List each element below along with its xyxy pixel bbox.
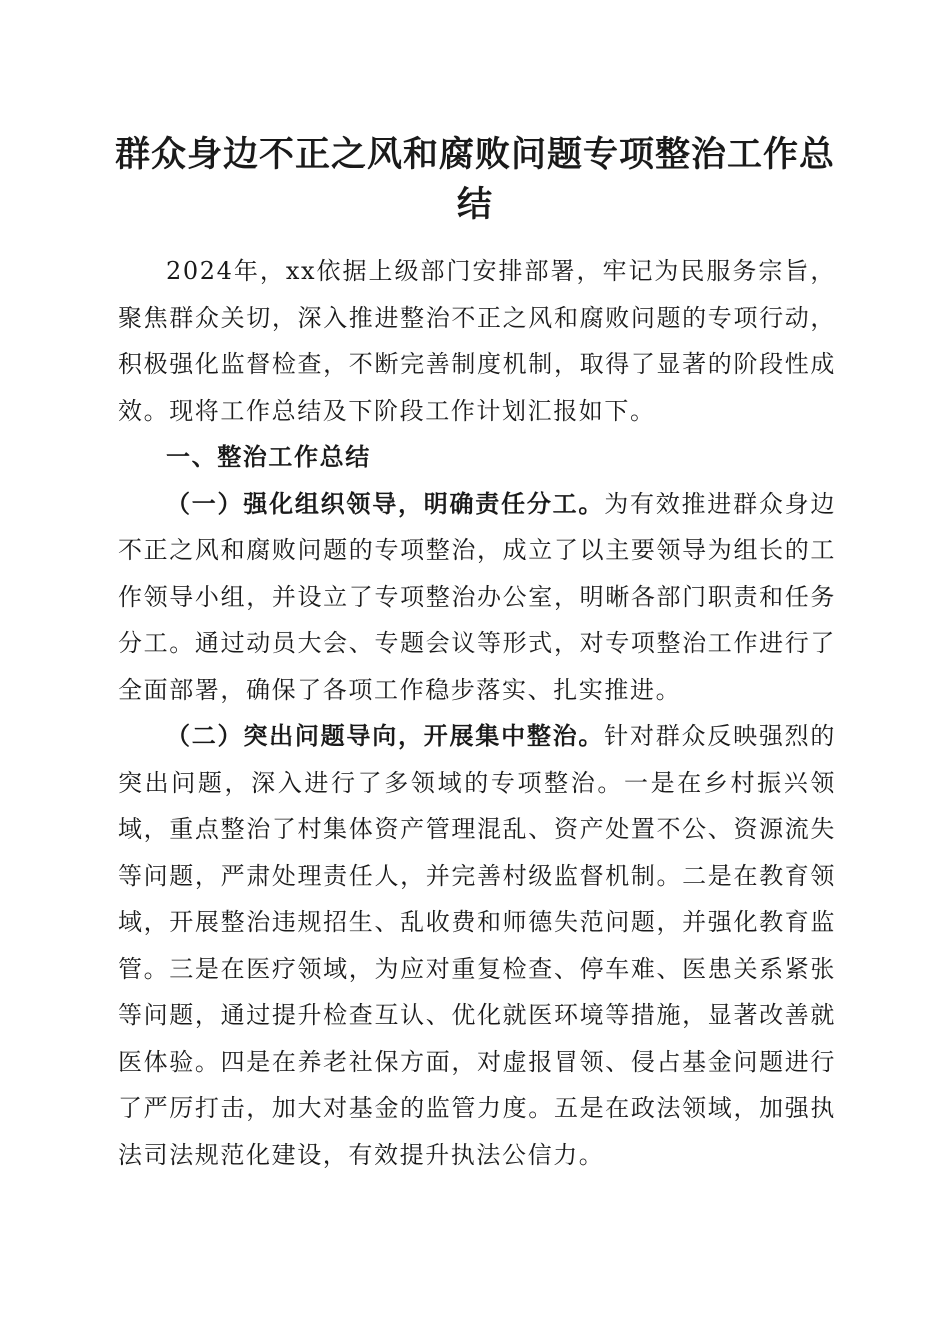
item-2-lead: （二）突出问题导向，开展集中整治。 — [166, 721, 605, 750]
intro-paragraph: 2024年，xx依据上级部门安排部署，牢记为民服务宗旨，聚焦群众关切，深入推进整治不正之风和腐败问题的专项行动，积极强化监督检查，不断完善制度机制，取得了显著的阶段性成效。现将工作总结及下阶段工作计划汇报如下。 — [118, 257, 836, 425]
paragraph-item-2 — [118, 713, 836, 1178]
section-heading: 一、整治工作总结 — [166, 443, 371, 471]
item-2-text: 针对群众反映强烈的突出问题，深入进行了多领域的专项整治。一是在乡村振兴领域，重点整治了村集体资产管理混乱、资产处置不公、资源流失等问题，严肃处理责任人，并完善村级监督机制。二是在教育领域，开展整治违规招生、乱收费和师德失范问题，并强化教育监管。三是在医疗领域，为应对重复检查、停车难、医患关系紧张等问题，通过提升检查互认、优化就医环境等措施，显著改善就医体验。四是在养老社保方面，对虚报冒领、侵占基金问题进行了严厉打击，加大对基金的监管力度。五是在政法领域，加强执法司法规范化建设，有效提升执法公信力。 — [118, 722, 836, 1169]
item-1-text: 为有效推进群众身边不正之风和腐败问题的专项整治，成立了以主要领导为组长的工作领导小组，并设立了专项整治办公室，明晰各部门职责和任务分工。通过动员大会、专题会议等形式，对专项整治工作进行了全面部署，确保了各项工作稳步落实、扎实推进。 — [118, 489, 836, 704]
paragraph-item-1 — [118, 481, 836, 714]
document-title: 群众身边不正之风和腐败问题专项整治工作总结 — [114, 135, 835, 225]
document-body — [118, 248, 836, 1178]
item-1-lead: （一）强化组织领导，明确责任分工。 — [166, 488, 605, 518]
